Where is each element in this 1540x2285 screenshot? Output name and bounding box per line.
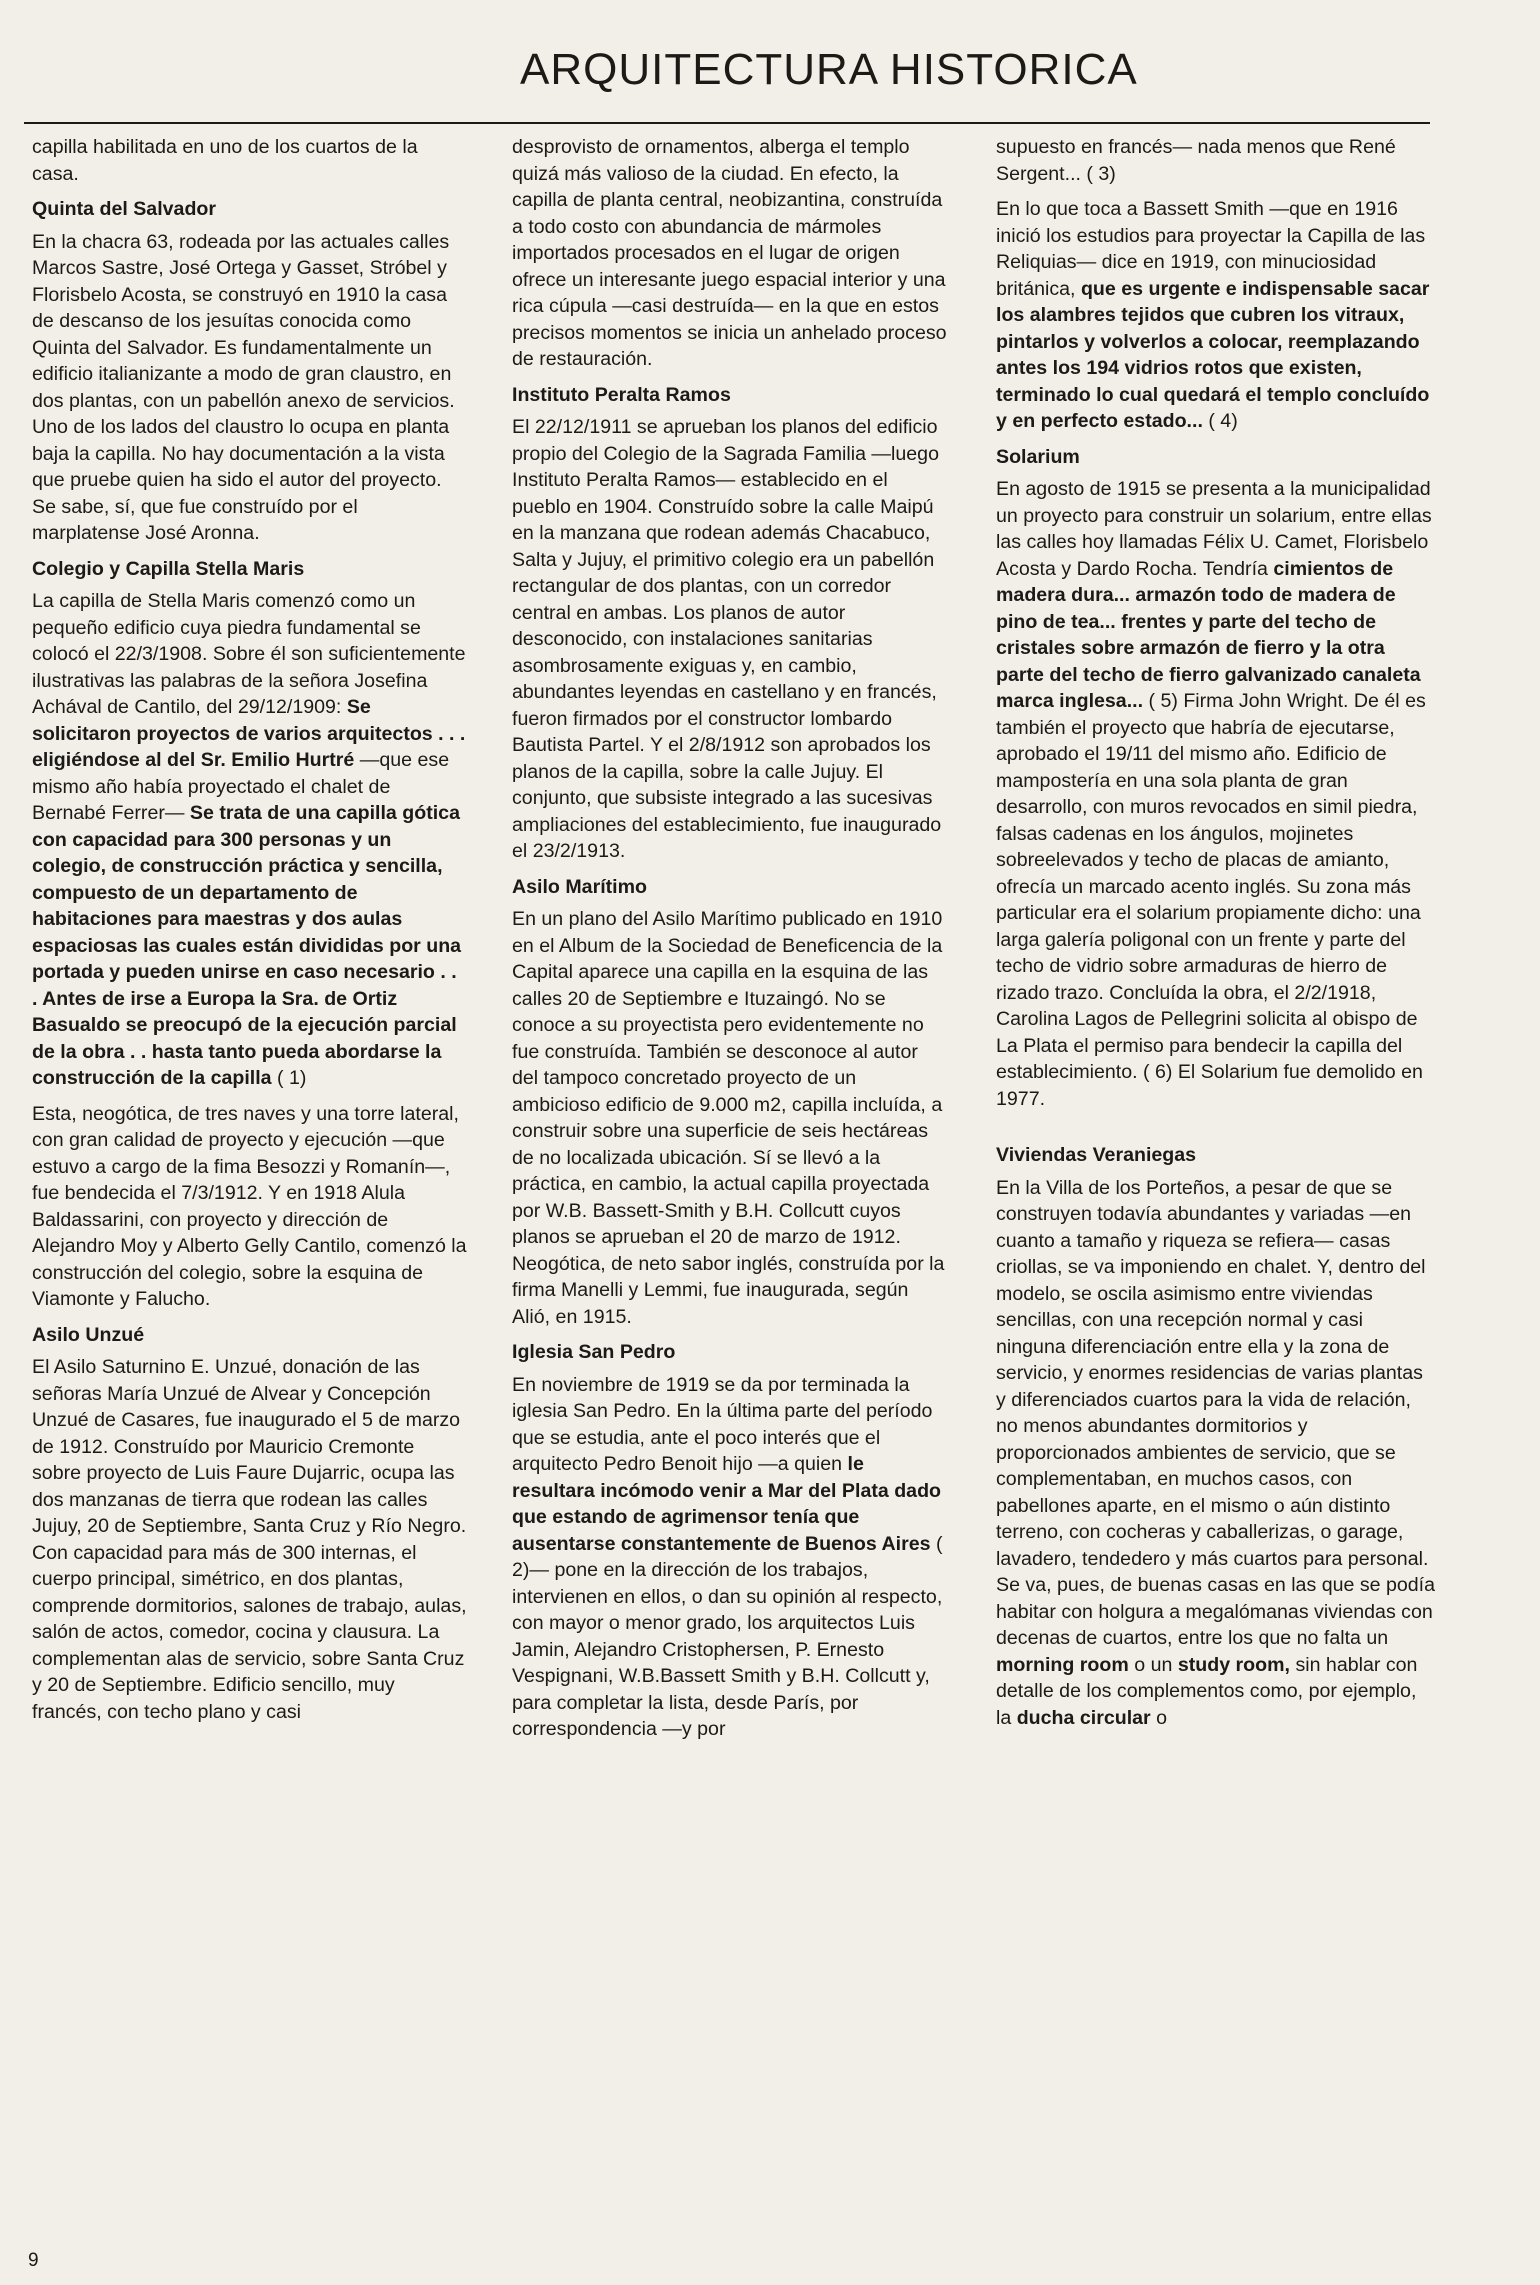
footnote-ref: ( 4)	[1208, 410, 1238, 432]
paragraph: desprovisto de ornamentos, alberga el templo quizá más valioso de la ciudad. En efecto, la capilla de planta central, neobizantina, construída a todo costo con abundancia de mármoles importados procesados en el lugar de origen ofrece un interesante juego espacial interior y una rica cúpula —casi destruída— en la que en estos precisos momentos se inicia un anhelado proceso de restauración.	[512, 136, 947, 370]
column-2	[512, 134, 947, 2244]
section-heading-colegio-stella-maris: Colegio y Capilla Stella Maris	[32, 557, 305, 580]
paragraph	[996, 1175, 1436, 1732]
paragraph	[512, 1372, 947, 1743]
text-span: En lo que toca a Bassett Smith —que en 1916 inició los estudios para proyectar la Capilla de las Reliquias— dice en 1919, con minuciosidad británica,	[996, 198, 1426, 300]
section-heading-viviendas-veraniegas: Viviendas Veraniegas	[996, 1144, 1197, 1166]
paragraph: supuesto en francés— nada menos que René Sergent... ( 3)	[996, 136, 1396, 185]
section-heading-solarium: Solarium	[996, 445, 1080, 468]
paragraph	[996, 196, 1436, 435]
text-span: —que ese mismo año había proyectado el chalet de Bernabé Ferrer—	[32, 749, 450, 824]
page-header-title: ARQUITECTURA HISTORICA	[520, 45, 1138, 94]
text-span: o	[1156, 1706, 1168, 1729]
header-rule	[24, 122, 1430, 124]
paragraph: Esta, neogótica, de tres naves y una torre lateral, con gran calidad de proyecto y ejecución —que estuvo a cargo de la fima Besozzi y Romanín—, fue bendecida el 7/3/1912. Y en 1918 Alula Baldassarini, con proyecto y dirección de Alejandro Moy y Alberto Gelly Cantilo, comenzó la construcción del colegio, sobre la esquina de Viamonte y Falucho.	[32, 1102, 467, 1310]
paragraph: En la chacra 63, rodeada por las actuales calles Marcos Sastre, José Ortega y Gasset, Stróbel y Florisbelo Acosta, se construyó en 1910 la casa de descanso de los jesuítas conocida como Quinta del Salvador. Es fundamentalmente un edificio italianizante a modo de gran claustro, en dos plantas, con un pabellón anexo de servicios. Uno de los lados del claustro lo ocupa en planta baja la capilla. No hay documentación a la vista que pruebe quien ha sido el autor del proyecto. Se sabe, sí, que fue construído por el marplatense José Aronna.	[32, 230, 455, 544]
text-span: La capilla de Stella Maris comenzó como un pequeño edificio cuya piedra fundamental se colocó el 22/3/1908. Sobre él son suficientemente ilustrativas las palabras de la señora Josefina Achával de Cantilo, del 29/12/1909:	[32, 590, 466, 718]
section-heading-quinta-del-salvador: Quinta del Salvador	[32, 198, 217, 220]
section-heading-iglesia-san-pedro: Iglesia San Pedro	[512, 1341, 676, 1363]
text-span: En la Villa de los Porteños, a pesar de que se construyen todavía abundantes y variadas —en cuanto a tamaño y riqueza se refiera— casas criollas, se va imponiendo en chalet. Y, dentro del modelo, se oscila asimismo entre viviendas sencillas, con una recepción normal y casi ninguna diferenciación entre ella y la zona de servicio, y enormes residencias de varias plantas y diferenciados cuartos para la vida de relación, no menos abundantes dormitorios y proporcionados ambientes de servicio, que se complementaban, en muchos casos, con pabellones aparte, en el mismo o aún distinto terreno, con cocheras y caballerizas, o garage, lavadero, tendedero y más cuartos para personal. Se va, pues, de buenas casas en las que se podía habitar con holgura a megalómanas viviendas con decenas de cuartos, entre los que no falta un	[996, 1176, 1435, 1649]
text-span: ( 5) Firma John Wright. De él es también el proyecto que habría de ejecutarse, aprobado el 19/11 del mismo año. Edificio de mampostería en una sola planta de gran desarrollo, con muros revocados en simil piedra, falsas cadenas en los ángulos, mojinetes sobreelevados y techo de placas de amianto, ofrecía un marcado acento inglés. Su zona más particular era el solarium propiamente dicho: una larga galería poligonal con un frente y parte del techo de vidrio sobre armaduras de hierro de rizado trazo. Concluída la obra, el 2/2/1918, Carolina Lagos de Pellegrini solicita al obispo de La Plata el permiso para bendecir la capilla del establecimiento. ( 6) El Solarium fue demolido en 1977.	[996, 690, 1426, 1110]
quote-emphasis: le resultara incómodo venir a Mar del Plata dado que estando de agrimensor tenía que ausentarse constantemente de Buenos Aires	[512, 1453, 942, 1555]
paragraph: El Asilo Saturnino E. Unzué, donación de las señoras María Unzué de Alvear y Concepción Unzué de Casares, fue inaugurado el 5 de marzo de 1912. Construído por Mauricio Cremonte sobre proyecto de Luis Faure Dujarric, ocupa las dos manzanas de tierra que rodean las calles Jujuy, 20 de Septiembre, Santa Cruz y Río Negro. Con capacidad para más de 300 internas, el cuerpo principal, simétrico, en dos plantas, comprende dormitorios, salones de trabajo, aulas, salón de actos, comedor, cocina y clausura. La complementan alas de servicio, sobre Santa Cruz y 20 de Septiembre. Edificio sencillo, muy francés, con techo plano y casi	[32, 1356, 467, 1723]
paragraph: El 22/12/1911 se aprueban los planos del edificio propio del Colegio de la Sagrada Familia —luego Instituto Peralta Ramos— establecido en el pueblo en 1904. Construído sobre la calle Maipú en la manzana que rodean además Chacabuco, Salta y Jujuy, el primitivo colegio era un pabellón rectangular de dos plantas, con un corredor central en ambas. Los planos de autor desconocido, con instalaciones sanitarias asombrosamente exiguas y, en cambio, abundantes leyendas en castellano y en francés, fueron firmados por el constructor lombardo Bautista Partel. Y el 2/8/1912 son aprobados los planos de la capilla, sobre la calle Jujuy. El conjunto, que subsiste integrado a las sucesivas ampliaciones del establecimiento, fue inaugurado el 23/2/1913.	[512, 416, 942, 862]
text-span: En agosto de 1915 se presenta a la municipalidad un proyecto para construir un solarium, entre ellas las calles hoy llamadas Félix U. Camet, Florisbelo Acosta y Dardo Rocha. Tendría	[996, 478, 1432, 580]
section-heading-asilo-maritimo: Asilo Marítimo	[512, 875, 647, 898]
column-1	[32, 134, 467, 2244]
term-emphasis: ducha circular	[1016, 1706, 1151, 1729]
paragraph: capilla habilitada en uno de los cuartos de la casa.	[32, 136, 418, 185]
quote-emphasis: Se solicitaron proyectos de varios arquitectos . . . eligiéndose al del Sr. Emilio Hurtré	[32, 696, 466, 771]
text-span: sin hablar con detalle de los complementos como, por ejemplo, la	[996, 1653, 1418, 1729]
text-span: En noviembre de 1919 se da por terminada la iglesia San Pedro. En la última parte del período que se estudia, ante el poco interés que el arquitecto Pedro Benoit hijo —a quien	[512, 1373, 933, 1475]
text-span: o un	[1134, 1653, 1173, 1676]
quote-emphasis: que es urgente e indispensable sacar los alambres tejidos que cubren los vitraux, pintarlos y volverlos a colocar, reemplazando antes los 194 vidrios rotos que existen, terminado lo cual quedará el templo concluído y en perfecto estado...	[996, 277, 1430, 432]
paragraph	[32, 588, 467, 1092]
text-span: ( 2)— pone en la dirección de los trabajos, intervienen en ellos, o dan su opinión al respecto, con mayor o menor grado, los arquitectos Luis Jamin, Alejandro Cristophersen, P. Ernesto Vespignani, W.B.Bassett Smith y B.H. Collcutt y, para completar la lista, desde París, por correspondencia —y por	[512, 1532, 943, 1740]
term-emphasis: study room,	[1177, 1653, 1290, 1676]
paragraph: En un plano del Asilo Marítimo publicado en 1910 en el Album de la Sociedad de Beneficencia de la Capital aparece una capilla en la esquina de las calles 20 de Septiembre e Ituzaingó. No se conoce a su proyectista pero evidentemente no fue construída. También se desconoce al autor del tampoco concretado proyecto de un ambicioso edificio de 9.000 m2, capilla incluída, a construir sobre una superficie de seis hectáreas de no localizada ubicación. Sí se llevó a la práctica, en cambio, la actual capilla proyectada por W.B. Bassett-Smith y B.H. Collcutt cuyos planos se aprueban el 20 de marzo de 1912. Neogótica, de neto sabor inglés, construída por la firma Manelli y Lemmi, fue inaugurada, según Alió, en 1915.	[512, 908, 945, 1328]
term-emphasis: morning room	[996, 1653, 1129, 1676]
column-3	[996, 134, 1436, 2244]
paragraph	[996, 476, 1436, 1112]
section-heading-instituto-peralta-ramos: Instituto Peralta Ramos	[512, 383, 731, 406]
quote-emphasis: Se trata de una capilla gótica con capacidad para 300 personas y un colegio, de construcción práctica y sencilla, compuesto de un departamento de habitaciones para maestras y dos aulas espaciosas las cuales están divididas por una portada y pueden unirse en caso necesario . . . Antes de irse a Europa la Sra. de Ortiz Basualdo se preocupó de la ejecución parcial de la obra . . hasta tanto pueda abordarse la construcción de la capilla	[32, 802, 462, 1089]
page-number: 9	[28, 2250, 39, 2271]
section-heading-asilo-unzue: Asilo Unzué	[32, 1323, 145, 1346]
footnote-ref: ( 1)	[277, 1067, 307, 1089]
quote-emphasis: cimientos de madera dura... armazón todo de madera de pino de tea... frentes y parte del techo de cristales sobre armazón de fierro y la otra parte del techo de fierro galvanizado canaleta marca inglesa...	[996, 557, 1421, 712]
